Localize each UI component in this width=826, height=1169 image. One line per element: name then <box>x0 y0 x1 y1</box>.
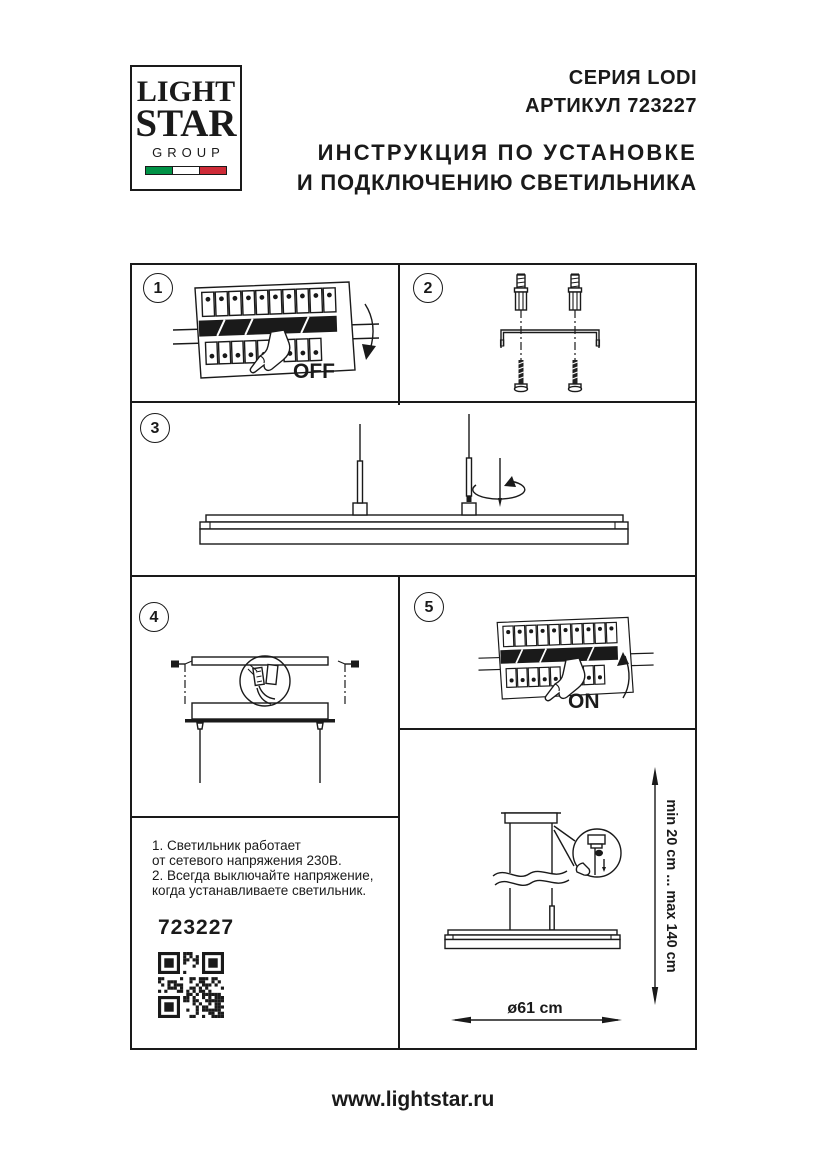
canopy-base <box>185 719 335 723</box>
screw-rotation-icon <box>473 458 525 507</box>
off-label: OFF <box>293 360 335 383</box>
logo-word-group: GROUP <box>152 145 225 160</box>
instruction-title-line2: И ПОДКЛЮЧЕНИЮ СВЕТИЛЬНИКА <box>296 170 697 195</box>
logo-word-light: LIGHT <box>136 75 236 108</box>
diameter-label: ø61 cm <box>507 1000 563 1017</box>
break-wave <box>493 871 567 876</box>
step3-fixture-suspension-drawing <box>160 412 685 567</box>
grid-divider <box>398 263 400 405</box>
note-line: 1. Светильник работает <box>152 838 301 853</box>
wall-anchor-icon <box>515 274 528 310</box>
grid-divider <box>398 577 400 1050</box>
qr-code <box>158 952 224 1018</box>
lightstar-logo <box>130 65 242 191</box>
height-range-label: min 20 cm ... max 140 cm <box>663 799 679 973</box>
grid-divider <box>130 401 697 403</box>
height-dimension <box>652 767 658 1005</box>
mounting-bracket-icon <box>501 330 600 348</box>
note-line: 2. Всегда выключайте напряжение, <box>152 868 374 883</box>
flag-green-stripe <box>146 167 172 174</box>
grid-divider <box>130 575 697 577</box>
step2-mounting-hardware-drawing <box>480 272 620 396</box>
document-heading <box>297 64 697 198</box>
logo-word-star: STAR <box>135 102 237 145</box>
mounting-rail <box>192 657 328 665</box>
safety-notes <box>152 838 388 898</box>
suspension-cable-icon <box>358 424 363 503</box>
side-screw-icon <box>345 661 359 668</box>
step1-breaker-off-drawing <box>165 272 395 398</box>
fixture-bar <box>200 515 628 544</box>
screw-icon <box>515 360 528 392</box>
width-dimension <box>451 1017 622 1023</box>
flag-red-stripe <box>200 167 226 174</box>
on-label: ON <box>568 690 600 713</box>
step-3-badge: 3 <box>140 413 170 443</box>
off-arrow-icon <box>365 304 373 350</box>
break-wave <box>495 880 569 885</box>
article-title: АРТИКУЛ 723227 <box>525 95 697 117</box>
step-1-badge: 1 <box>143 273 173 303</box>
side-screw-icon <box>171 661 185 668</box>
grid-divider <box>398 728 697 730</box>
step-5-badge: 5 <box>414 592 444 622</box>
italian-flag-icon <box>145 166 227 175</box>
suspension-wire <box>197 723 203 783</box>
suspension-cable-icon <box>467 414 472 502</box>
note-line: когда устанавливаете светильник. <box>152 883 367 898</box>
instruction-title-line1: ИНСТРУКЦИЯ ПО УСТАНОВКЕ <box>317 140 697 165</box>
step5-breaker-on-drawing <box>465 598 690 724</box>
screw-icon <box>569 360 582 392</box>
suspension-boss <box>353 503 367 515</box>
flag-white-stripe <box>172 167 200 174</box>
step-2-badge: 2 <box>413 273 443 303</box>
series-title: СЕРИЯ LODI <box>568 67 697 89</box>
suspension-wire <box>317 723 323 783</box>
wall-anchor-icon <box>569 274 582 310</box>
fixture-dimensions-drawing <box>405 733 695 1045</box>
suspension-boss <box>462 503 476 515</box>
pendant-fixture <box>445 813 620 949</box>
cable-lock-magnifier <box>554 826 621 877</box>
website-url: www.lightstar.ru <box>331 1088 495 1111</box>
step4-ceiling-plate-drawing <box>155 628 375 818</box>
article-number: 723227 <box>158 916 235 939</box>
step-4-badge: 4 <box>139 602 169 632</box>
note-line: от сетевого напряжения 230В. <box>152 853 342 868</box>
